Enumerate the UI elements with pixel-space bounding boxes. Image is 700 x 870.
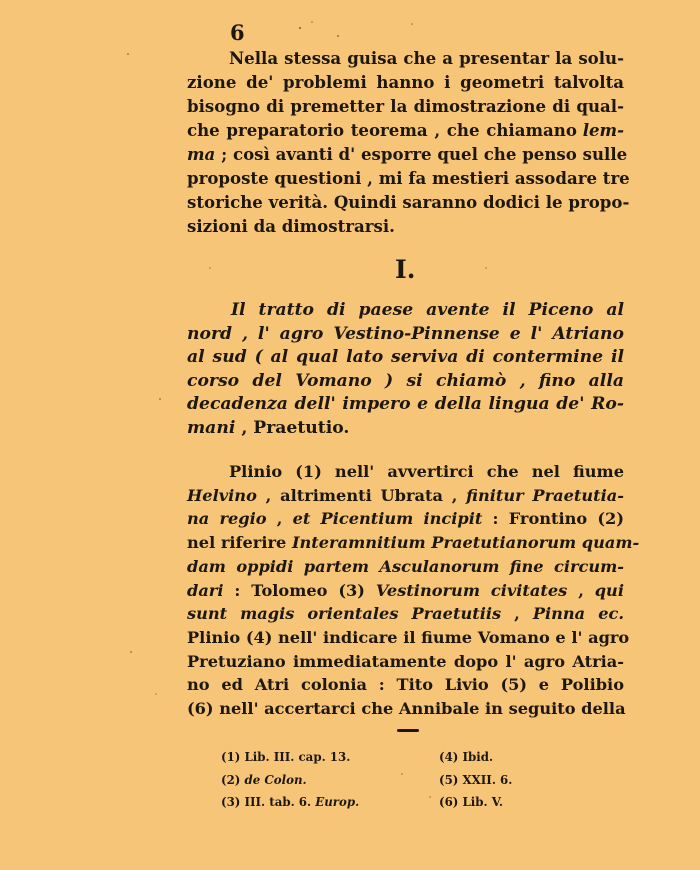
text-span: : Frontino (2) (482, 509, 624, 529)
text-line: al sud ( al qual lato serviva di contermine il (187, 347, 624, 368)
text-span: : Tolomeo (3) (223, 580, 376, 600)
italic-term: ma (187, 144, 216, 164)
footnote-text: Europ. (315, 795, 360, 810)
footnote-number: (4) (439, 750, 463, 764)
italic-term: sunt magis orientales Praetutiis (187, 604, 502, 624)
italic-term: qui (594, 580, 624, 600)
footnote-text: Lib. III. cap. 13. (244, 750, 351, 764)
italic-term: finitur Praetutia- (466, 485, 624, 505)
text-span: , (567, 580, 595, 600)
text-line: decadenza dell' impero e della lingua de' Ro- (187, 394, 624, 415)
footnote-number: (1) (221, 750, 245, 764)
text-span: , Praetutio. (235, 417, 350, 438)
italic-term: na regio (187, 509, 267, 529)
italic-term: dari (187, 580, 224, 600)
text-span: che preparatorio teorema , che chiamano (187, 120, 583, 140)
italic-term: mani (187, 417, 236, 438)
footnote-number: (3) (221, 795, 245, 810)
footnote-text: III. tab. 6. (244, 795, 316, 810)
italic-term: Pinna ec. (532, 604, 624, 624)
text-line: nord , l' agro Vestino-Pinnense e l' Atriano (187, 323, 624, 344)
italic-term: Vestinorum civitates (375, 580, 568, 600)
footnote-text: XXII. 6. (462, 772, 513, 787)
footnote-text: de Colon. (244, 772, 307, 787)
footnote-number: (5) (439, 772, 463, 787)
text-line: sizioni da dimostrarsi. (187, 216, 395, 236)
footnote-text: Ibid. (462, 750, 494, 764)
text-span: no ed Atri colonia : Tito Livio (5) e Polibio (187, 675, 624, 695)
text-span: (6) nell' accertarci che Annibale in seguito della (187, 699, 626, 719)
text-span: , (501, 604, 533, 624)
page-number: 6 (230, 20, 245, 45)
text-span: nel riferire (187, 533, 292, 553)
text-span: ; così avanti d' esporre quel che penso sulle (215, 144, 628, 164)
text-line: corso del Vomano ) si chiamò , fino alla (187, 370, 624, 391)
italic-term: Helvino (187, 485, 257, 505)
italic-term: Interamnitium Praetutianorum quam- (291, 533, 640, 553)
text-span: Plinio (1) nell' avvertirci che nel fiume (229, 462, 624, 481)
text-line: storiche verità. Quindi saranno dodici le propo- (187, 192, 630, 212)
text-line: zione de' problemi hanno i geometri talvolta (187, 72, 624, 92)
text-span: , (266, 509, 293, 529)
text-span: , altrimenti Ubrata , (256, 485, 467, 505)
italic-term: dam oppidi partem Asculanorum fine circum- (187, 556, 624, 576)
footnote-number: (2) (221, 772, 245, 787)
section-heading: I. (395, 255, 416, 284)
text-span: Pretuziano immediatamente dopo l' agro Atria- (187, 651, 624, 671)
text-line: bisogno di premetter la dimostrazione di qual- (187, 96, 624, 116)
footnote-number: (6) (439, 795, 463, 810)
footnote-text: Lib. V. (462, 795, 503, 810)
text-line: Nella stessa guisa che a presentar la solu- (229, 48, 624, 68)
text-span: Plinio (4) nell' indicare il fiume Vomano e l' agro (187, 627, 630, 647)
text-line: Il tratto di paese avente il Piceno al (231, 300, 624, 320)
text-line: proposte questioni , mi fa mestieri assodare tre (187, 168, 630, 188)
italic-term: et Picentium incipit (292, 509, 483, 529)
italic-term: lem- (582, 120, 624, 140)
